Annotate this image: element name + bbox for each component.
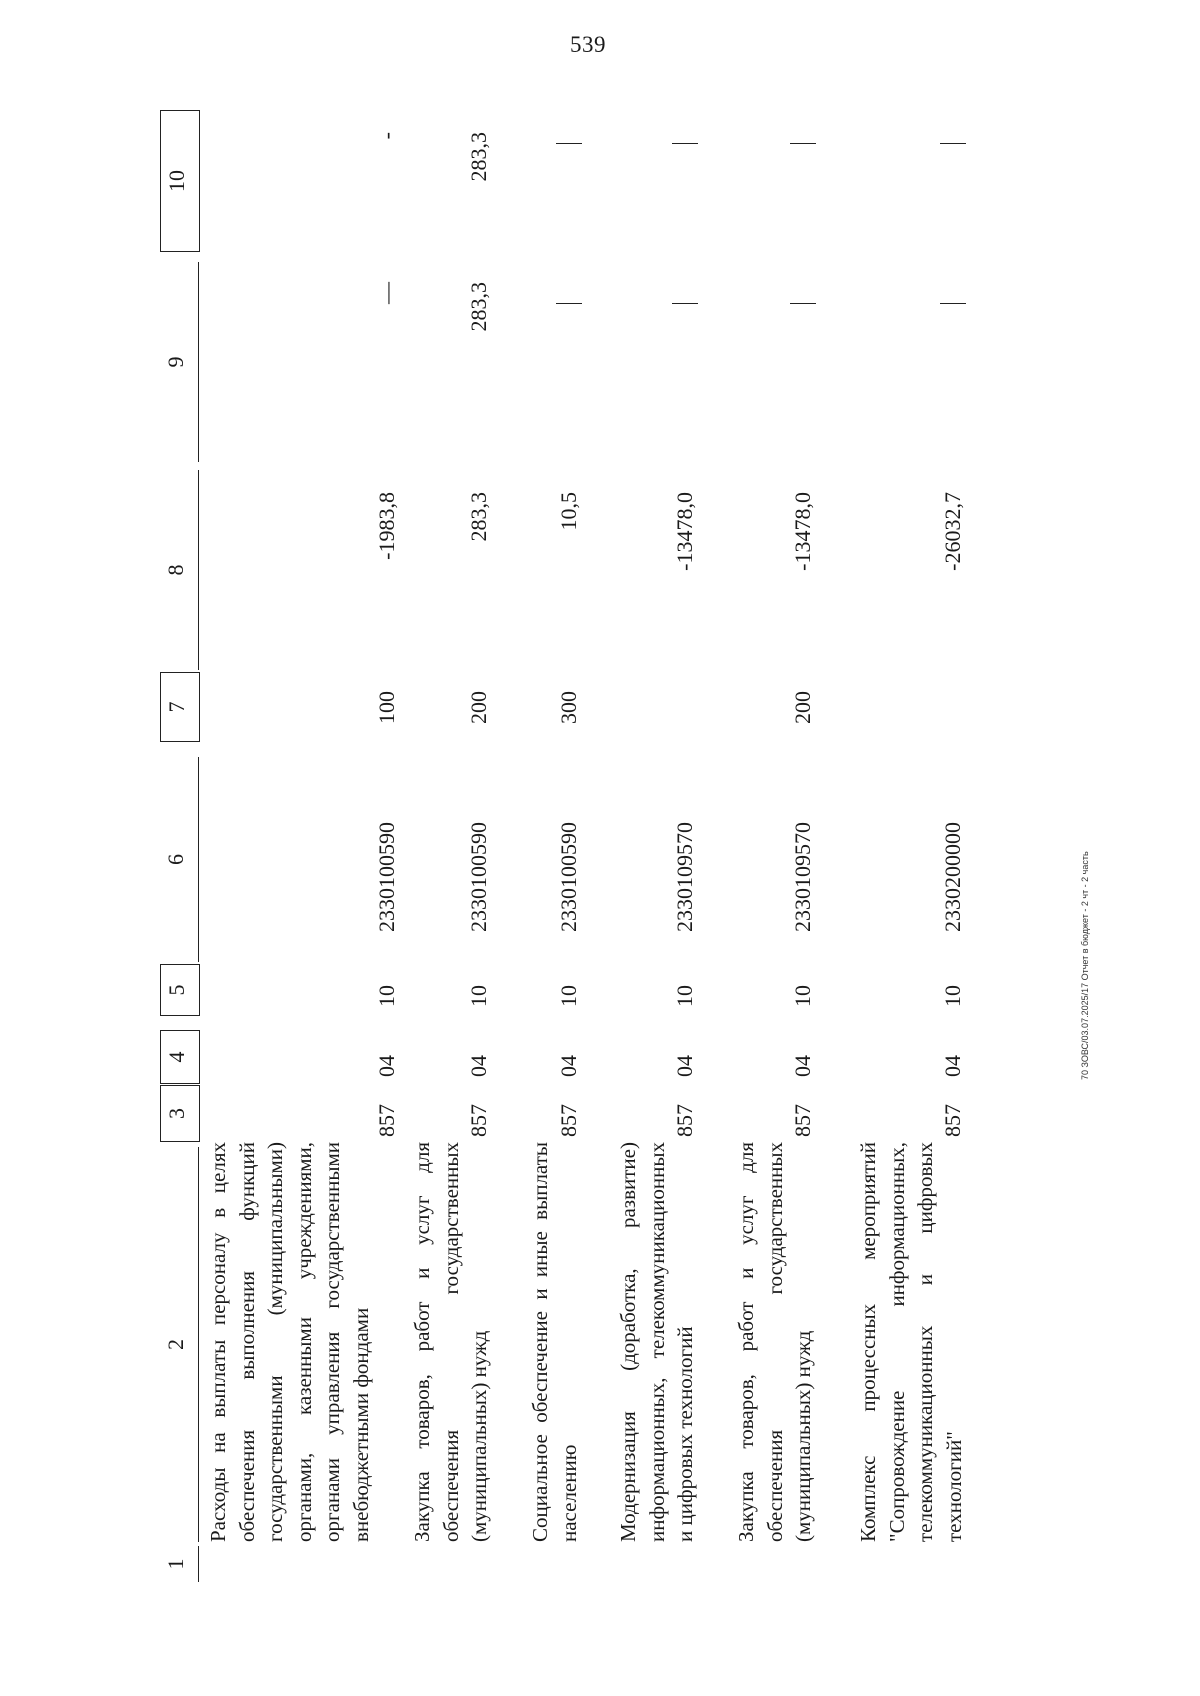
table-row <box>204 82 408 1582</box>
cell-col-8: -26032,7 <box>940 492 965 571</box>
cell-col-3: 857 <box>374 1104 399 1137</box>
table-row <box>732 82 854 1582</box>
cell-col-4: 04 <box>556 1055 581 1077</box>
cell-col-5: 10 <box>940 985 965 1007</box>
table-row <box>614 82 732 1582</box>
row-description: Расходы на выплаты персоналу в целях обеспечения выполнения функций государственными (муниципальными) органами, казенными учреждениями, органами управления государственными внебюджетными фондами <box>206 1142 373 1542</box>
header-col-10: 10 <box>160 110 200 252</box>
header-col-5: 5 <box>160 964 200 1016</box>
cell-col-6: 2330100590 <box>556 822 581 932</box>
cell-col-3: 857 <box>556 1104 581 1137</box>
cell-col-5: 10 <box>790 985 815 1007</box>
cell-col-9-dash <box>940 303 966 304</box>
row-description: Закупка товаров, работ и услуг для обеспечения государственных (муниципальных) нужд <box>410 1142 491 1542</box>
table-row <box>408 82 526 1582</box>
cell-col-7: 300 <box>556 691 581 724</box>
table-row <box>526 82 614 1582</box>
header-col-1: 1 <box>160 1546 199 1582</box>
cell-col-9: — <box>374 282 399 304</box>
cell-col-6: 2330109570 <box>790 822 815 932</box>
cell-col-4: 04 <box>466 1055 491 1077</box>
header-col-9: 9 <box>160 262 199 462</box>
cell-col-10-dash <box>940 143 966 144</box>
page-number: 539 <box>570 32 606 57</box>
table-header-row <box>160 82 200 1582</box>
cell-col-10: 283,3 <box>466 132 491 182</box>
row-description: Модернизация (доработка, развитие) информационных, телекоммуникационных и цифровых технологий <box>616 1142 697 1542</box>
cell-col-4: 04 <box>940 1055 965 1077</box>
header-col-8: 8 <box>160 470 199 670</box>
cell-col-5: 10 <box>672 985 697 1007</box>
cell-col-9-dash <box>790 303 816 304</box>
rotated-budget-table <box>160 82 1040 1582</box>
cell-col-4: 04 <box>374 1055 399 1077</box>
header-col-6: 6 <box>160 757 199 962</box>
cell-col-5: 10 <box>556 985 581 1007</box>
cell-col-4: 04 <box>790 1055 815 1077</box>
cell-col-8: 10,5 <box>556 492 581 531</box>
cell-col-8: -1983,8 <box>374 492 399 560</box>
cell-col-4: 04 <box>672 1055 697 1077</box>
cell-col-10-dash <box>556 143 582 144</box>
cell-col-6: 2330200000 <box>940 822 965 932</box>
header-col-2: 2 <box>160 1147 199 1542</box>
header-col-7: 7 <box>160 672 200 742</box>
cell-col-8: 283,3 <box>466 492 491 542</box>
cell-col-7: 200 <box>790 691 815 724</box>
cell-col-8: -13478,0 <box>790 492 815 571</box>
cell-col-7: 100 <box>374 691 399 724</box>
cell-col-9: 283,3 <box>466 282 491 332</box>
row-description: Социальное обеспечение и иные выплаты населению <box>528 1142 581 1542</box>
cell-col-3: 857 <box>672 1104 697 1137</box>
footer-document-code: 70 ЗОВС/03.07.2025/17 Отчет в бюджет - 2 чт - 2 часть <box>1080 851 1090 1080</box>
cell-col-5: 10 <box>466 985 491 1007</box>
cell-col-5: 10 <box>374 985 399 1007</box>
cell-col-8: -13478,0 <box>672 492 697 571</box>
table-row <box>854 82 974 1582</box>
cell-col-6: 2330109570 <box>672 822 697 932</box>
table-body <box>204 82 974 1582</box>
cell-col-6: 2330100590 <box>374 822 399 932</box>
row-description: Закупка товаров, работ и услуг для обеспечения государственных (муниципальных) нужд <box>734 1142 815 1542</box>
cell-col-3: 857 <box>790 1104 815 1137</box>
cell-col-3: 857 <box>466 1104 491 1137</box>
cell-col-7: 200 <box>466 691 491 724</box>
cell-col-9-dash <box>556 303 582 304</box>
cell-col-10-dash <box>790 143 816 144</box>
cell-col-6: 2330100590 <box>466 822 491 932</box>
row-description: Комплекс процессных мероприятий "Сопровождение информационных, телекоммуникационных и цифровых технологий" <box>856 1142 966 1542</box>
header-col-4: 4 <box>160 1030 200 1084</box>
cell-col-10-dash <box>672 143 698 144</box>
header-col-3: 3 <box>160 1085 200 1142</box>
cell-col-9-dash <box>672 303 698 304</box>
cell-col-3: 857 <box>940 1104 965 1137</box>
cell-col-10: - <box>374 132 399 140</box>
